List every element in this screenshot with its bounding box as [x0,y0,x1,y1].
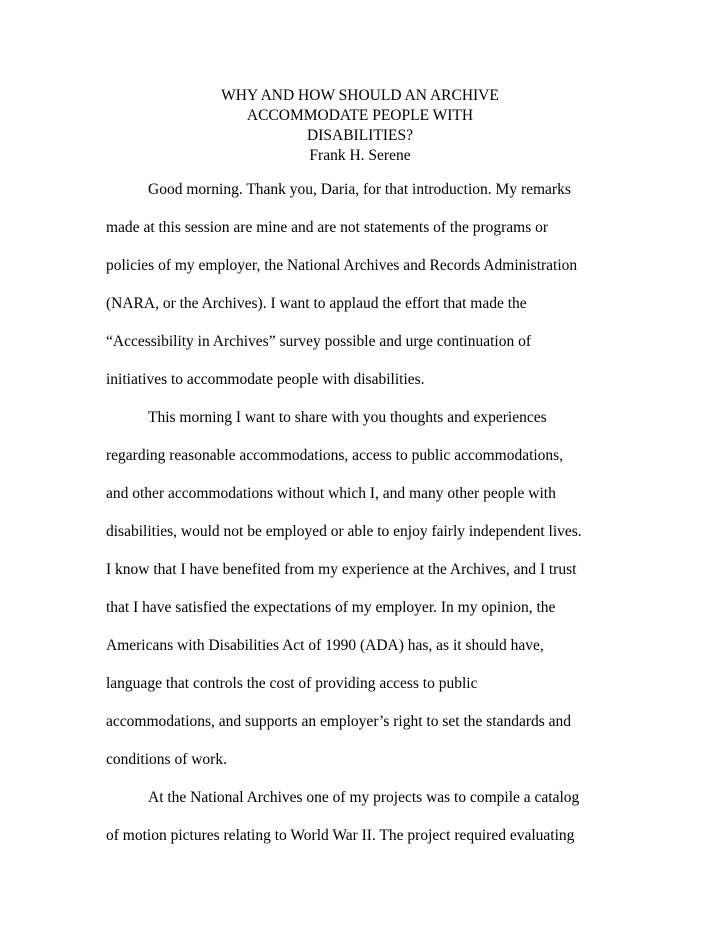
paragraph-1-line-5: “Accessibility in Archives” survey possible and urge continuation of [106,333,532,350]
paragraph-1-line-4: (NARA, or the Archives). I want to applaud the effort that made the [106,295,527,312]
paragraph-3-line-1: At the National Archives one of my projects was to compile a catalog [148,789,580,806]
title-line-2: ACCOMMODATE PEOPLE WITH [246,107,474,124]
author-name: Frank H. Serene [309,147,411,164]
title-line-3: DISABILITIES? [307,127,413,144]
paragraph-2-line-5: I know that I have benefited from my experience at the Archives, and I trust [106,561,577,578]
paragraph-1-line-1: Good morning. Thank you, Daria, for that introduction. My remarks [148,181,571,198]
paragraph-2-line-3: and other accommodations without which I, and many other people with [106,485,556,502]
paragraph-2-line-6: that I have satisfied the expectations of my employer. In my opinion, the [106,599,556,616]
paragraph-2-line-2: regarding reasonable accommodations, access to public accommodations, [106,447,564,464]
paragraph-2-line-4: disabilities, would not be employed or able to enjoy fairly independent lives. [106,523,582,540]
paragraph-1-line-3: policies of my employer, the National Archives and Records Administration [106,257,578,274]
paragraph-3-line-2: of motion pictures relating to World War II. The project required evaluating [106,827,575,844]
title-block [0,86,720,166]
paragraph-2-line-7: Americans with Disabilities Act of 1990 (ADA) has, as it should have, [106,637,544,654]
title-line-1: WHY AND HOW SHOULD AN ARCHIVE [221,87,499,104]
paragraph-2-line-1: This morning I want to share with you thoughts and experiences [148,409,547,426]
paragraph-1-line-2: made at this session are mine and are not statements of the programs or [106,219,549,236]
paragraph-2-line-10: conditions of work. [106,751,227,768]
paragraph-2-line-9: accommodations, and supports an employer’s right to set the standards and [106,713,572,730]
paragraph-2-line-8: language that controls the cost of providing access to public [106,675,478,692]
paragraph-1-line-6: initiatives to accommodate people with disabilities. [106,371,425,388]
